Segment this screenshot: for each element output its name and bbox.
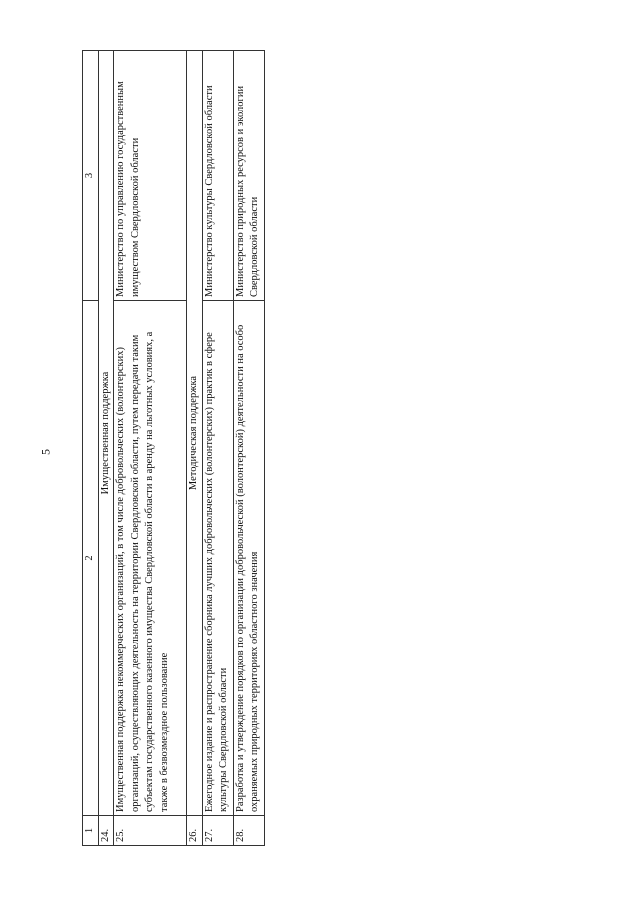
table-row	[114, 51, 187, 846]
section-title: Имущественная поддержка	[98, 51, 114, 816]
header-col-2: 2	[83, 301, 99, 816]
row-number: 28.	[233, 816, 264, 846]
executor-text: Министерство по управлению государственным имуществом Свердловской области	[114, 51, 187, 301]
table-row	[202, 51, 233, 846]
executor-text: Министерство культуры Свердловской области	[202, 51, 233, 301]
section-row-property-support	[98, 51, 114, 846]
section-row-methodical-support	[187, 51, 203, 846]
measure-text: Разработка и утверждение порядков по организации добровольческой (волонтерской) деятельности на особо охраняемых природных территориях областного значения	[233, 301, 264, 816]
table-header-row	[83, 51, 99, 846]
measures-table	[82, 50, 265, 846]
row-number: 25.	[114, 816, 187, 846]
measure-text: Ежегодное издание и распространение сборника лучших добровольческих (волонтерских) практик в сфере культуры Свердловской области	[202, 301, 233, 816]
row-number: 26.	[187, 816, 203, 846]
header-col-1: 1	[83, 816, 99, 846]
executor-text: Министерство природных ресурсов и экологии Свердловской области	[233, 51, 264, 301]
table-row	[233, 51, 264, 846]
rotated-table-container	[82, 51, 262, 846]
section-title: Методическая поддержка	[187, 51, 203, 816]
header-col-3: 3	[83, 51, 99, 301]
measure-text: Имущественная поддержка некоммерческих организаций, в том числе добровольческих (волонтерских) организаций, осуществляющих деятельность на территории Свердловской области, путем передачи таким субъектам государственного казенного имущества Свердловской области в аренду на льготных условиях, а также в безвозмездное пользование	[114, 301, 187, 816]
row-number: 27.	[202, 816, 233, 846]
page-number: 5	[38, 449, 53, 455]
row-number: 24.	[98, 816, 114, 846]
